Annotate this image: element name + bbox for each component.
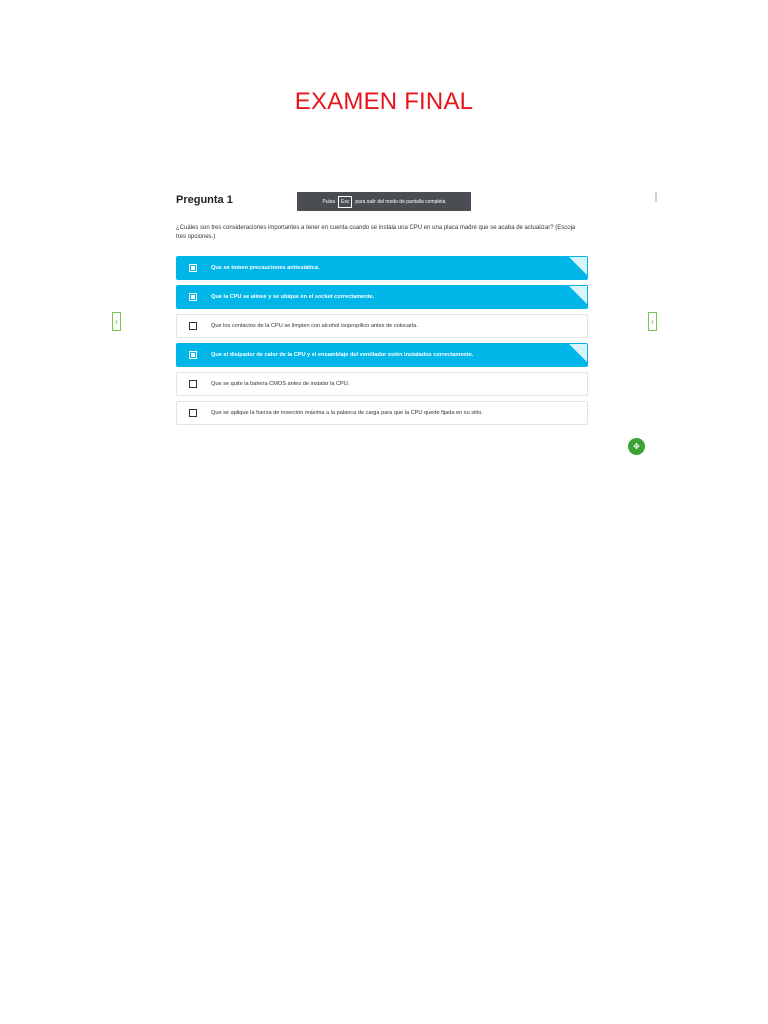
option-label: Que la CPU se alinee y se ubique en el socket correctamente. [211, 294, 375, 300]
banner-prefix: Pulsa [322, 198, 336, 205]
option-6[interactable] [176, 401, 588, 425]
question-title: Pregunta 1 [176, 194, 233, 206]
checkbox[interactable] [189, 322, 197, 330]
selected-corner [569, 286, 587, 304]
esc-key: Esc [338, 196, 352, 208]
chevron-right-icon[interactable]: › [648, 312, 657, 331]
selected-corner [569, 344, 587, 362]
option-4[interactable] [176, 343, 588, 367]
scrollbar[interactable] [655, 192, 657, 202]
checkbox[interactable] [189, 293, 197, 301]
question-text: ¿Cuáles son tres consideraciones importantes a tener en cuenta cuando se instala una CPU en una placa madre que se acaba de actualizar? (Escoja tres opciones.) [176, 225, 576, 240]
chevron-left-icon[interactable]: ‹ [112, 312, 121, 331]
checkbox[interactable] [189, 351, 197, 359]
option-1[interactable] [176, 256, 588, 280]
checkbox[interactable] [189, 409, 197, 417]
option-label: Que los contactos de la CPU se limpien con alcohol isopropílico antes de colocarla. [211, 323, 418, 329]
option-3[interactable] [176, 314, 588, 338]
checkbox[interactable] [189, 380, 197, 388]
option-5[interactable] [176, 372, 588, 396]
selected-corner [569, 257, 587, 275]
expand-icon[interactable]: ✥ [628, 438, 645, 455]
option-label: Que se tomen precauciones antiestática. [211, 265, 320, 271]
option-label: Que se aplique la fuerza de inserción máxima a la palanca de carga para que la CPU quede fijada en su sitio. [211, 410, 483, 416]
document-title: EXAMEN FINAL [294, 88, 474, 115]
options-list [176, 256, 588, 430]
banner-suffix: para salir del modo de pantalla completa [355, 198, 446, 205]
option-label: Que el disipador de calor de la CPU y el ensamblaje del ventilador estén instalados correctamente. [211, 352, 474, 358]
option-label: Que se quite la batería CMOS antes de instalar la CPU. [211, 381, 350, 387]
checkbox[interactable] [189, 264, 197, 272]
fullscreen-banner [297, 192, 471, 211]
quiz-screenshot [112, 178, 658, 468]
option-2[interactable] [176, 285, 588, 309]
